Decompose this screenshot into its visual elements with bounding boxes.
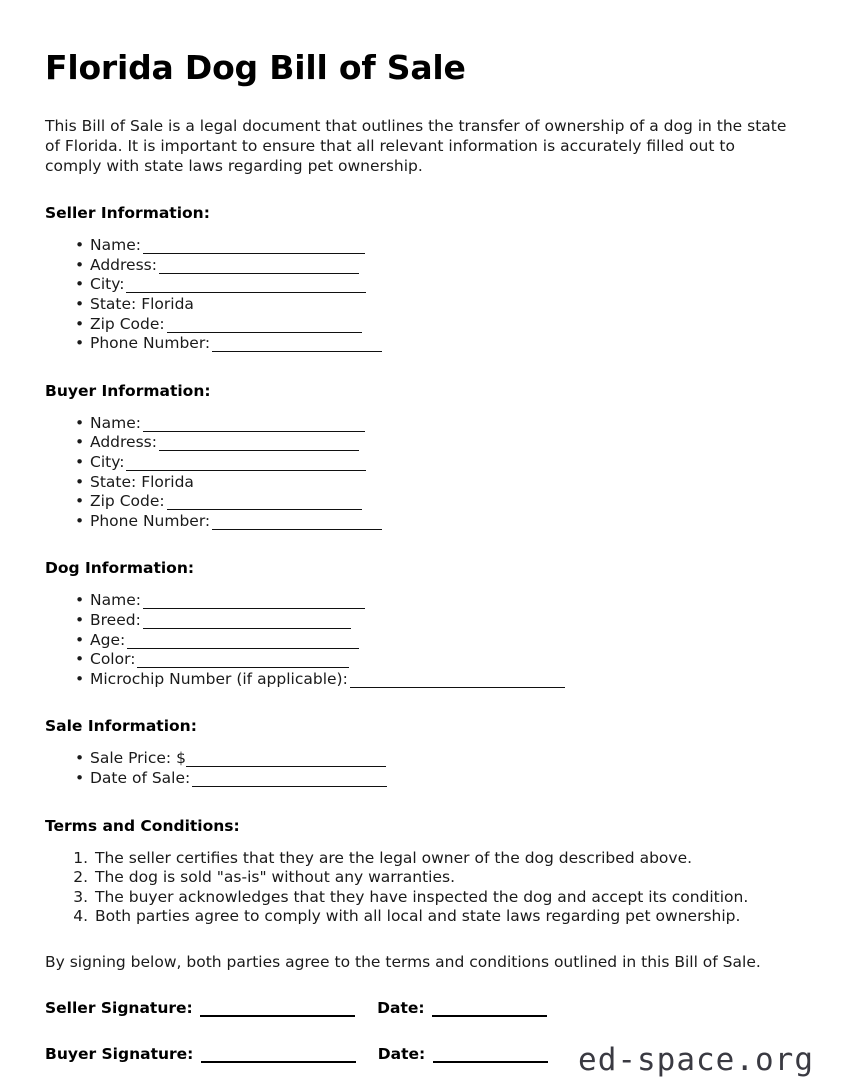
field-blank-line[interactable] [143, 595, 365, 609]
field-row [45, 631, 790, 651]
date-label: Date: [377, 998, 430, 1017]
buyer-field-list [45, 414, 790, 532]
field-label: City: [90, 275, 125, 294]
field-row [45, 315, 790, 335]
field-blank-line[interactable] [212, 338, 382, 352]
field-row [45, 236, 790, 256]
signature-row [45, 998, 790, 1018]
field-value: Florida [136, 472, 194, 491]
buyer-section-heading: Buyer Information: [45, 381, 211, 400]
field-row [45, 591, 790, 611]
dog-section-heading: Dog Information: [45, 559, 195, 578]
seller-section-heading: Seller Information: [45, 204, 210, 223]
closing-paragraph: By signing below, both parties agree to the terms and conditions outlined in this Bill of Sale. [45, 952, 761, 971]
field-blank-line[interactable] [127, 635, 359, 649]
field-row [45, 295, 790, 315]
field-blank-line[interactable] [159, 260, 359, 274]
terms-item: 3. The buyer acknowledges that they have inspected the dog and accept its condition. [93, 888, 790, 908]
field-blank-line[interactable] [350, 674, 565, 688]
field-label: Microchip Number (if applicable): [90, 669, 348, 688]
field-blank-line[interactable] [143, 418, 365, 432]
field-row [45, 473, 790, 493]
field-blank-line[interactable] [212, 516, 382, 530]
field-label: Color: [90, 650, 136, 669]
signature-label: Seller Signature: [45, 998, 199, 1017]
field-blank-line[interactable] [137, 654, 349, 668]
seller-field-list [45, 236, 790, 354]
field-label: Phone Number: [90, 511, 211, 530]
field-row [45, 414, 790, 434]
terms-item: 4. Both parties agree to comply with all local and state laws regarding pet ownership. [93, 907, 790, 927]
intro-paragraph: This Bill of Sale is a legal document that outlines the transfer of ownership of a dog in the state of Florida. It is important to ensure that all relevant information is accurately filled out to comply with state laws regarding pet ownership. [45, 117, 787, 176]
field-label: State: [90, 295, 137, 314]
terms-item: 1. The seller certifies that they are the legal owner of the dog described above. [93, 849, 790, 869]
document-content [45, 50, 790, 1064]
field-row [45, 650, 790, 670]
field-value: Florida [136, 295, 194, 314]
closing-wrap [45, 952, 790, 972]
field-row [45, 512, 790, 532]
terms-list [45, 849, 790, 927]
terms-item: 2. The dog is sold "as-is" without any warranties. [93, 868, 790, 888]
field-label: Sale Price: $ [90, 749, 186, 768]
field-label: Age: [90, 630, 126, 649]
field-blank-line[interactable] [186, 753, 386, 767]
field-label: Address: [90, 255, 157, 274]
field-label: Name: [90, 591, 141, 610]
field-blank-line[interactable] [143, 615, 351, 629]
field-label: City: [90, 453, 125, 472]
field-blank-line[interactable] [192, 773, 387, 787]
field-row [45, 453, 790, 473]
field-row [45, 433, 790, 453]
field-blank-line[interactable] [167, 319, 362, 333]
field-row [45, 749, 790, 769]
page-title: Florida Dog Bill of Sale [45, 48, 466, 87]
field-label: Name: [90, 413, 141, 432]
field-blank-line[interactable] [143, 240, 365, 254]
field-label: Breed: [90, 611, 141, 630]
field-label: Zip Code: [90, 314, 165, 333]
field-blank-line[interactable] [126, 279, 366, 293]
field-label: State: [90, 472, 137, 491]
terms-section-heading: Terms and Conditions: [45, 816, 240, 835]
field-label: Address: [90, 433, 157, 452]
field-label: Zip Code: [90, 492, 165, 511]
dog-field-list [45, 591, 790, 689]
field-row [45, 769, 790, 789]
signature-blank-line[interactable] [200, 1002, 355, 1017]
field-blank-line[interactable] [159, 437, 359, 451]
date-blank-line[interactable] [433, 1048, 548, 1063]
field-row [45, 492, 790, 512]
site-watermark: ed-space.org [578, 1042, 814, 1078]
date-label: Date: [377, 1044, 431, 1063]
sale-field-list [45, 749, 790, 788]
field-label: Date of Sale: [90, 768, 191, 787]
sale-section-heading: Sale Information: [45, 717, 197, 736]
field-label: Phone Number: [90, 334, 211, 353]
date-blank-line[interactable] [432, 1002, 547, 1017]
field-blank-line[interactable] [126, 457, 366, 471]
field-label: Name: [90, 236, 141, 255]
field-blank-line[interactable] [167, 496, 362, 510]
field-row [45, 275, 790, 295]
field-row [45, 670, 790, 690]
signature-label: Buyer Signature: [45, 1044, 199, 1063]
field-row [45, 611, 790, 631]
field-row [45, 334, 790, 354]
signature-blank-line[interactable] [201, 1048, 356, 1063]
field-row [45, 256, 790, 276]
